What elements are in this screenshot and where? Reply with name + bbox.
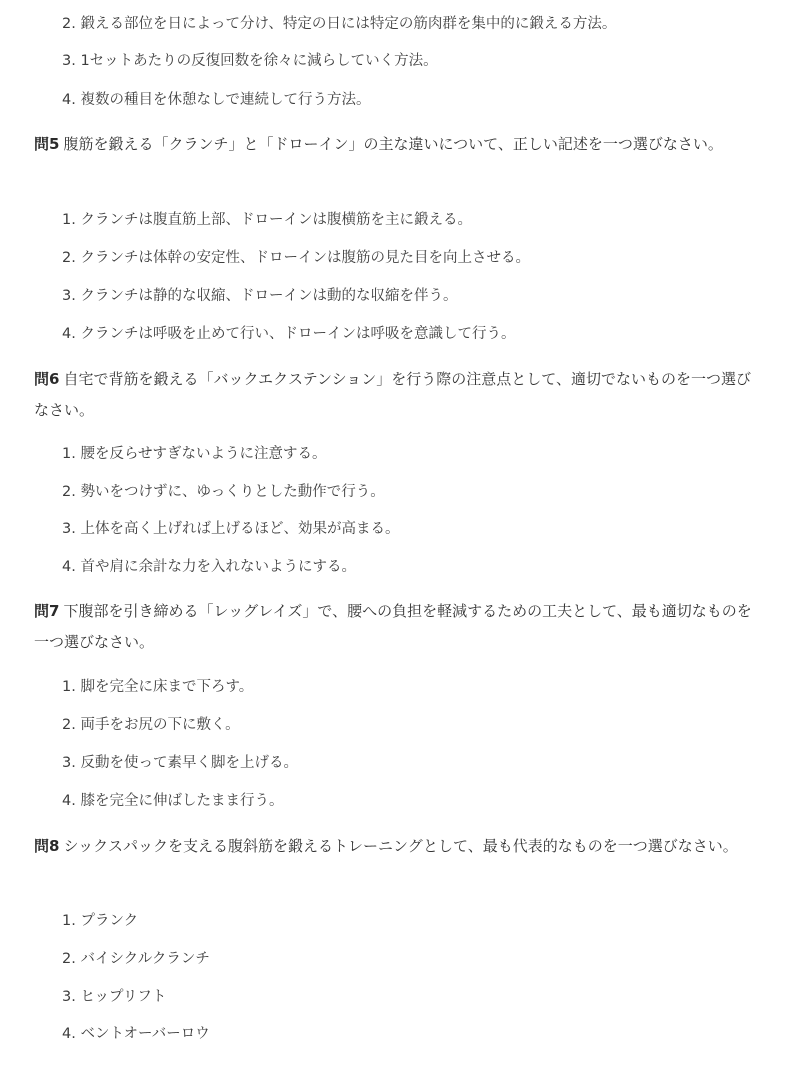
option-item: 2. バイシクルクランチ bbox=[62, 951, 210, 967]
question-8 bbox=[34, 831, 764, 862]
question-5 bbox=[34, 129, 764, 160]
option-item: 4. 複数の種目を休憩なしで連続して行う方法。 bbox=[62, 92, 371, 108]
option-item: 1. プランク bbox=[62, 913, 139, 929]
question-number: 問7 bbox=[34, 602, 60, 620]
option-item: 2. 鍛える部位を日によって分け、特定の日には特定の筋肉群を集中的に鍛える方法。 bbox=[62, 16, 617, 32]
option-item: 2. 勢いをつけずに、ゆっくりとした動作で行う。 bbox=[62, 484, 385, 500]
option-item: 1. クランチは腹直筋上部、ドローインは腹横筋を主に鍛える。 bbox=[62, 212, 472, 228]
option-item: 4. ベントオーバーロウ bbox=[62, 1026, 210, 1042]
option-item: 4. クランチは呼吸を止めて行い、ドローインは呼吸を意識して行う。 bbox=[62, 326, 516, 342]
question-text: 下腹部を引き締める「レッグレイズ」で、腰への負担を軽減するための工夫として、最も適切なものを一つ選びなさい。 bbox=[34, 602, 752, 651]
option-item: 1. 腰を反らせすぎないように注意する。 bbox=[62, 446, 327, 462]
question-6 bbox=[34, 364, 764, 426]
option-item: 3. ヒップリフト bbox=[62, 989, 167, 1005]
option-item: 3. 1セットあたりの反復回数を徐々に減らしていく方法。 bbox=[62, 53, 438, 69]
question-number: 問8 bbox=[34, 837, 60, 855]
option-item: 3. 反動を使って素早く脚を上げる。 bbox=[62, 755, 298, 771]
question-text: シックスパックを支える腹斜筋を鍛えるトレーニングとして、最も代表的なものを一つ選びなさい。 bbox=[63, 837, 738, 855]
option-item: 2. 両手をお尻の下に敷く。 bbox=[62, 717, 240, 733]
option-item: 1. 脚を完全に床まで下ろす。 bbox=[62, 679, 254, 695]
question-number: 問6 bbox=[34, 370, 60, 388]
option-item: 3. 上体を高く上げれば上げるほど、効果が高まる。 bbox=[62, 521, 400, 537]
option-item: 4. 首や肩に余計な力を入れないようにする。 bbox=[62, 559, 356, 575]
question-text: 自宅で背筋を鍛える「バックエクステンション」を行う際の注意点として、適切でないものを一つ選びなさい。 bbox=[34, 370, 751, 419]
option-item: 4. 膝を完全に伸ばしたまま行う。 bbox=[62, 793, 284, 809]
question-text: 腹筋を鍛える「クランチ」と「ドローイン」の主な違いについて、正しい記述を一つ選びなさい。 bbox=[63, 135, 723, 153]
question-number: 問5 bbox=[34, 135, 60, 153]
option-item: 3. クランチは静的な収縮、ドローインは動的な収縮を伴う。 bbox=[62, 288, 458, 304]
option-item: 2. クランチは体幹の安定性、ドローインは腹筋の見た目を向上させる。 bbox=[62, 250, 530, 266]
question-7 bbox=[34, 596, 764, 658]
